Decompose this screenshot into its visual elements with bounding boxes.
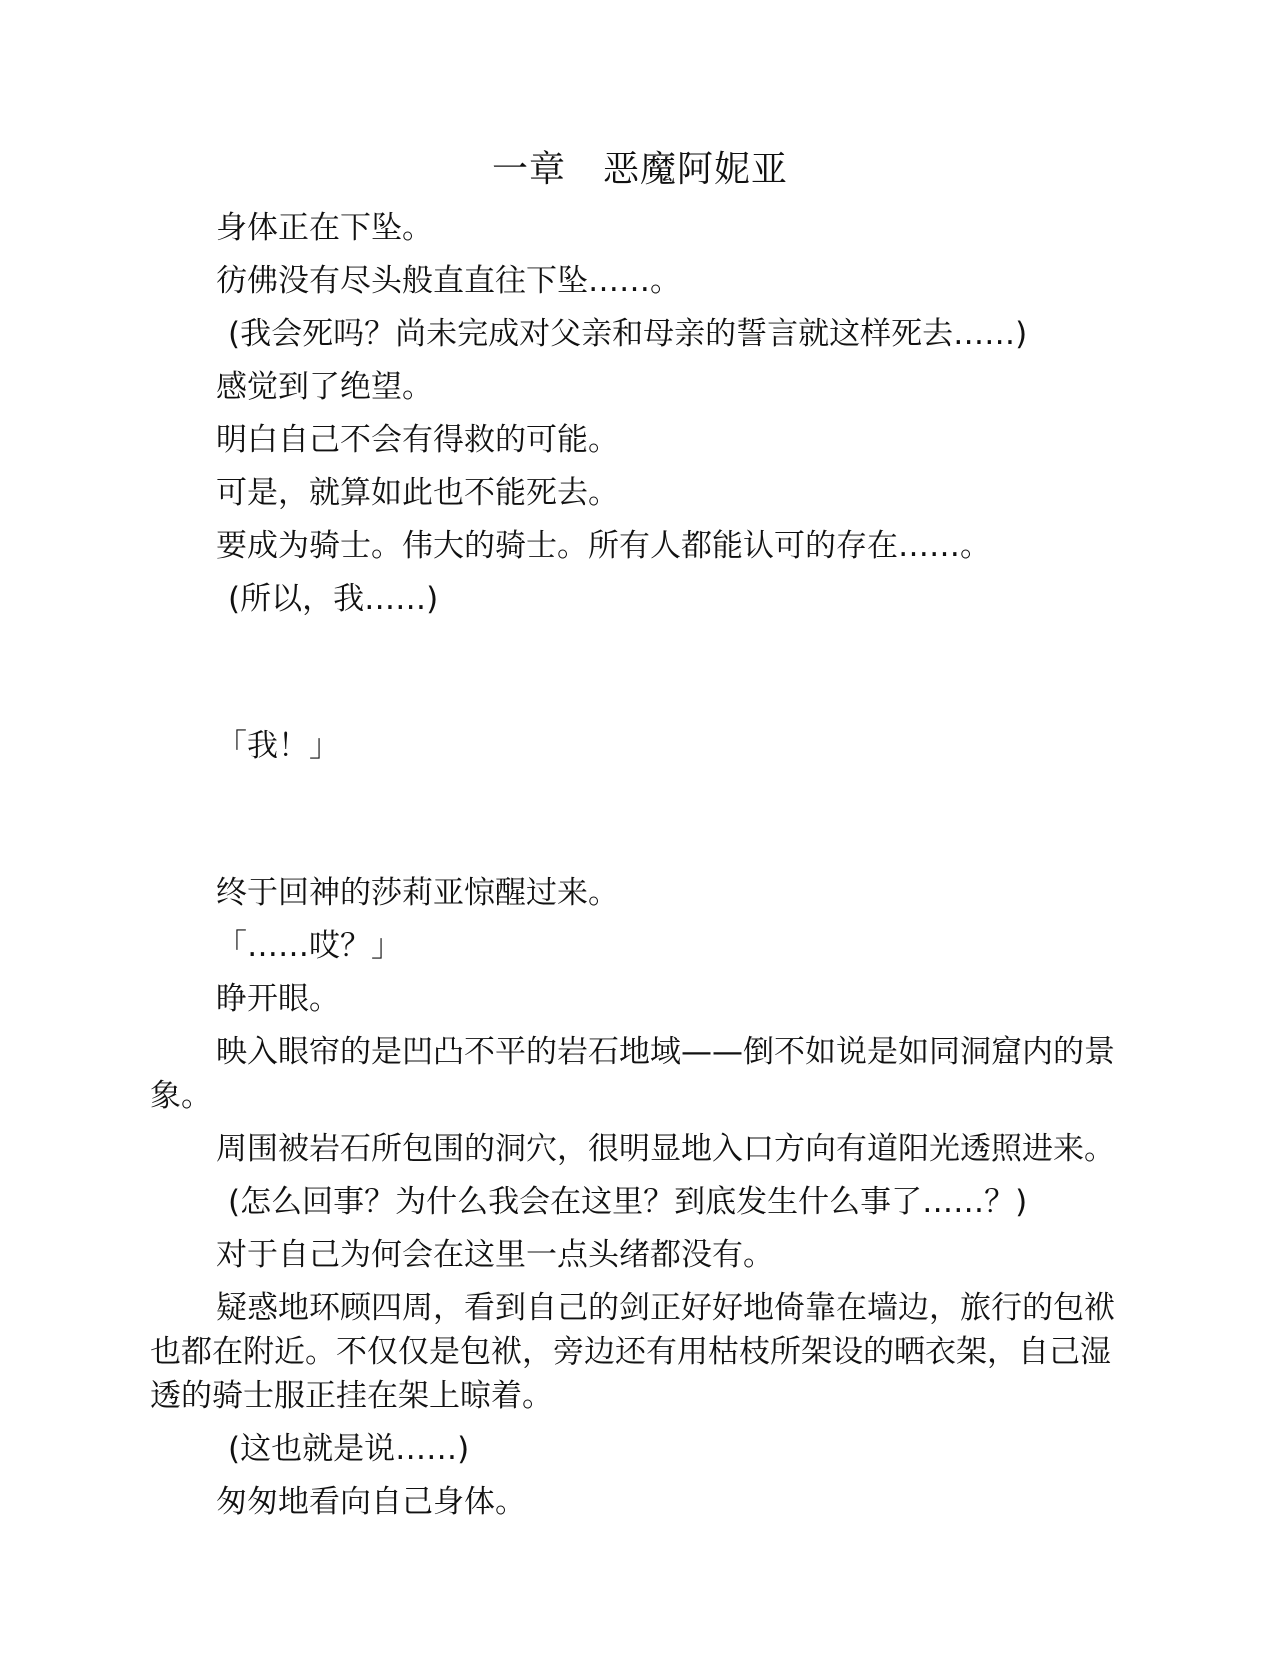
chapter-body bbox=[150, 206, 1140, 1533]
paragraph: 对于自己为何会在这里一点头绪都没有。 bbox=[216, 1237, 774, 1273]
chapter-title: 一章 恶魔阿妮亚 bbox=[491, 149, 788, 190]
paragraph: 睁开眼。 bbox=[216, 981, 340, 1017]
paragraph: 身体正在下坠。 bbox=[216, 210, 433, 246]
section-gap bbox=[150, 777, 1140, 871]
paragraph: 感觉到了绝望。 bbox=[216, 369, 433, 405]
paragraph: 疑惑地环顾四周，看到自己的剑正好好地倚靠在墙边，旅行的包袱也都在附近。不仅仅是包袱，旁边还有用枯枝所架设的晒衣架，自己湿透的骑士服正挂在架上晾着。 bbox=[150, 1290, 1115, 1414]
section-gap bbox=[150, 630, 1140, 724]
paragraph-thought: (这也就是说……) bbox=[228, 1431, 470, 1467]
paragraph: 匆匆地看向自己身体。 bbox=[216, 1484, 526, 1520]
paragraph-dialogue: 「……哎？」 bbox=[216, 928, 402, 964]
paragraph-thought: (所以，我……) bbox=[228, 581, 439, 617]
paragraph: 映入眼帘的是凹凸不平的岩石地域——倒不如说是如同洞窟内的景象。 bbox=[150, 1034, 1115, 1114]
paragraph: 可是，就算如此也不能死去。 bbox=[216, 475, 619, 511]
paragraph: 终于回神的莎莉亚惊醒过来。 bbox=[216, 875, 619, 911]
paragraph: 周围被岩石所包围的洞穴，很明显地入口方向有道阳光透照进来。 bbox=[216, 1131, 1115, 1167]
paragraph-thought: (我会死吗？尚未完成对父亲和母亲的誓言就这样死去……) bbox=[228, 316, 1028, 352]
paragraph-thought: (怎么回事？为什么我会在这里？到底发生什么事了……？) bbox=[228, 1184, 1028, 1220]
paragraph: 彷佛没有尽头般直直往下坠……。 bbox=[216, 263, 681, 299]
paragraph-dialogue: 「我！」 bbox=[216, 728, 340, 764]
paragraph: 要成为骑士。伟大的骑士。所有人都能认可的存在……。 bbox=[216, 528, 991, 564]
paragraph: 明白自己不会有得救的可能。 bbox=[216, 422, 619, 458]
